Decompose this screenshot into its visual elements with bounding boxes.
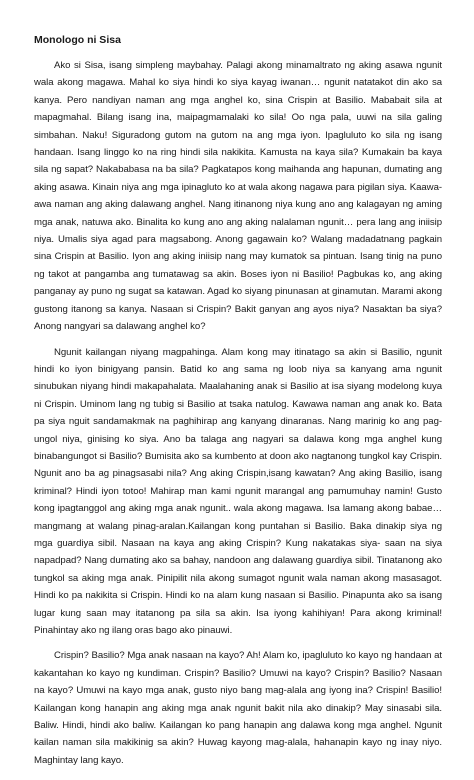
document-title: Monologo ni Sisa <box>34 34 121 46</box>
document-page <box>34 33 442 777</box>
paragraph-3: Crispin? Basilio? Mga anak nasaan na kayo? Ah! Alam ko, ipagluluto ko kayo ng handaan at kakantahan ko kayo ng kundiman. Crispin? Basilio? Umuwi na kayo? Crispin? Basilio? Nasaan na kayo? Umuwi na kayo mga anak, gusto niyo bang mag-alala ang iyong ina? Crispin! Basilio! Kailangan kong hanapin ang aking mga anak ngunit bakit nila ako dinakip? May sinasabi sila. Baliw. Hindi, hindi ako baliw. Kailangan ko pang hanapin ang dalawa kong mga anghel. Ngunit kailan naman sila makikinig sa akin? Huwag kayong mag-alala, hahanapin kayo ng inay niyo. Maghintay lang kayo. <box>34 650 442 766</box>
paragraph-1: Ako si Sisa, isang simpleng maybahay. Palagi akong minamaltrato ng aking asawa ngunit wala akong magawa. Mahal ko siya hindi ko siya kayag iwanan… ngunit natatakot din ako sa kanya. Pero nandiyan naman ang mga anghel ko, sina Crispin at Basilio. Mababait sila at mapagmahal. Bilang isang ina, maipagmamalaki ko sila! Oo nga pala, uuwi na sila galing simbahan. Naku! Siguradong gutom na gutom na ang mga iyon. Ipagluluto ko sila ng isang handaan. Isang linggo ko na ring hindi sila nakikita. Kamusta na kaya sila? Kumakain ba kaya sila ng sapat? Nakababasa na ba sila? Pagkatapos kong maihanda ang hapunan, dumating ang aking asawa. Kinain niya ang mga ipinagluto ko at wala akong nagawa para pigilan siya. Kaawa-awa naman ang aking dalawang anghel. Nang itinanong niya kung ano ang kalagayan ng aming mga anak, natuwa ako. Binalita ko kung ano ang aking nalalaman ngunit… pera lang ang iniisip niya. Umalis siya agad para magsabong. Anong gagawain ko? Walang madadatnang pagkain sina Crispin at Basilio. Iyon ang aking iniisip nang may kumatok sa pintuan. Isang tinig na puno ng takot at pangamba ang tumatawag sa akin. Boses iyon ni Basilio! Pagbukas ko, ang aking panganay ay puno ng sugat sa katawan. Agad ko siyang pinunasan at ginamutan. Marami akong gustong itanong sa kanya. Nasaan si Crispin? Bakit ganyan ang ayos niya? Nasaktan ba siya? Anong nangyari sa dalawang anghel ko? <box>34 60 442 333</box>
paragraph-2: Ngunit kailangan niyang magpahinga. Alam kong may itinatago sa akin si Basilio, ngunit hindi ko iyon binigyang pansin. Batid ko ang sama ng loob niya sa kanyang ama ngunit sinubukan niyang hindi makapahalata. Maalahaning anak si Basilio at isa siyang modelong kuya ni Crispin. Uminom lang ng tubig si Basilio at tsaka natulog. Kawawa naman ang anak ko. Bata pa siya nguit sandamakmak na paghihirap ang kanyang dinaranas. Nang marinig ko ang pag-ungol niya, ginising ko siya. Ano ba talaga ang nagyari sa dalawa kong mga anghel kung binabangungot si Basilio? Bumisita ako sa kumbento at doon ako nagtanong tungkol kay Crispin. Ngunit ano ba ag pinagsasabi nila? Ang aking Crispin,isang kawatan? Ang aking Basilio, isang kriminal? Hindi iyon totoo! Mahirap man kami ngunit marangal ang pamumuhay namin! Gusto kong ipagtanggol ang aking mga anak ngunit.. wala akong magawa. Isa lamang akong babae… mangmang at walang pinag-aralan.Kailangan kong puntahan si Basilio. Baka dinakip siya ng mga guardiya sibil. Nasaan na kaya ang aking Crispin? Kung nakatakas siya- saan na siya napadpad? Nang dumating ako sa bahay, nandoon ang dalawang guardiya sibil. Tinatanong ako tungkol sa aking mga anak. Pinipilit nila akong sumagot ngunit wala naman akong masasagot. Hindi ko pa nakikita si Crispin. Hindi ko na alam kung nasaan si Basilio. Pinapunta ako sa isang lugar kung saan may itatanong pa sila sa akin. Isa iyong kahihiyan! Para akong kriminal! Pinahintay ako ng ilang oras bago ako pinauwi. <box>34 346 442 636</box>
